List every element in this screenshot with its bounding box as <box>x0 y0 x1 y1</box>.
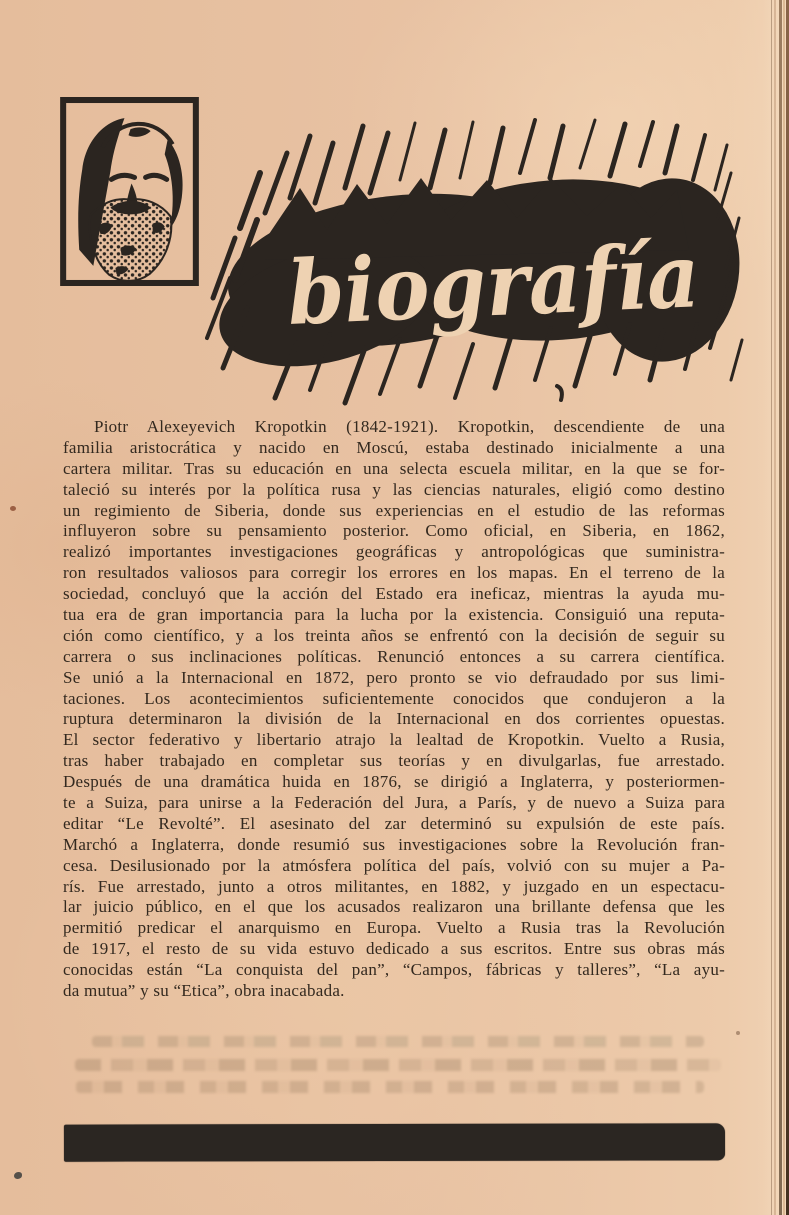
portrait-face-art <box>78 118 182 281</box>
text-line: Después de una dramática huida en 1876, se dirigió a Inglaterra, y posteriormen- <box>63 772 725 792</box>
text-line: familia aristocrática y nacido en Moscú, estaba destinado inicialmente a una <box>63 437 725 457</box>
text-line: te a Suiza, para unirse a la Federación del Jura, a París, y de nuevo a Suiza para <box>63 793 725 813</box>
text-line: ción como científico, y a los treinta años se enfrentó con la decisión de seguir su <box>63 625 725 645</box>
text-line: realizó importantes investigaciones geográficas y antropológicas que suministra- <box>63 542 725 562</box>
text-line: tras haber trabajado en completar sus teorías y en divulgarlas, fue arrestado. <box>63 751 725 771</box>
paper-speck <box>736 1031 740 1035</box>
text-line: tua era de gran importancia para la lucha por la existencia. Consiguió una reputa- <box>63 605 725 625</box>
page-title: biografía <box>285 221 737 345</box>
text-line: conocidas están “La conquista del pan”, “Campos, fábricas y talleres”, “La ayu- <box>63 960 725 980</box>
kropotkin-portrait-image <box>60 97 199 286</box>
text-line: taleció su interés por la política rusa y las ciencias naturales, eligió como destino <box>63 479 725 499</box>
show-through-text <box>75 1059 721 1071</box>
page-edge-line <box>774 0 776 1215</box>
text-line: Marchó a Inglaterra, donde resumió sus investigaciones sobre la Revolución fran- <box>63 834 725 854</box>
text-line: cesa. Desilusionado por la atmósfera política del país, volvió con su mujer a Pa- <box>63 855 725 875</box>
page-edge-line <box>771 0 772 1215</box>
ink-dot <box>14 1172 22 1179</box>
text-line: permitió predicar el anarquismo en Europa. Vuelto a Rusia tras la Revolución <box>63 918 725 938</box>
text-line: sociedad, concluyó que la acción del Estado era ineficaz, mientras la ayuda mu- <box>63 584 725 604</box>
biography-paragraph <box>63 417 725 1002</box>
text-line: lar juicio público, en el que los acusados realizaron una brillante defensa que les <box>63 897 725 917</box>
show-through-text <box>92 1036 704 1047</box>
text-line: Se unió a la Internacional en 1872, pero pronto se vio defraudado por sus limi- <box>63 667 725 687</box>
paper-speck <box>10 506 16 511</box>
text-line: influyeron sobre su pensamiento posterior. Como oficial, en Siberia, en 1862, <box>63 521 725 541</box>
text-line: El sector federativo y libertario atrajo la lealtad de Kropotkin. Vuelto a Rusia, <box>63 730 725 750</box>
text-line: ron resultados valiosos para corregir los errores en los mapas. En el terreno de la <box>63 563 725 583</box>
page-edge-line <box>779 0 782 1215</box>
text-line: cartera militar. Tras su educación en una selecta escuela militar, en la que se for- <box>63 458 725 478</box>
text-line: de 1917, el resto de su vida estuvo dedicado a sus escritos. Entre sus obras más <box>63 939 725 959</box>
text-line: taciones. Los acontecimientos suficientemente conocidos que condujeron a la <box>63 688 725 708</box>
text-line: da mutua” y su “Etica”, obra inacabada. <box>63 981 345 1001</box>
biografia-title-splash <box>205 118 753 413</box>
text-line: editar “Le Revolté”. El asesinato del zar determinó su expulsión de este país. <box>63 813 725 833</box>
text-line: rís. Fue arrestado, junto a otros militantes, en 1882, y juzgado en un espectacu- <box>63 876 725 896</box>
text-line: carrera o sus inclinaciones políticas. Renunció entonces a su carrera científica. <box>63 646 725 666</box>
text-line: ruptura determinaron la división de la Internacional en dos corrientes opuestas. <box>63 709 725 729</box>
show-through-text <box>76 1081 704 1093</box>
page-edge-line <box>783 0 785 1215</box>
text-line: Piotr Alexeyevich Kropotkin (1842-1921). Kropotkin, descendiente de una <box>94 417 725 436</box>
text-line: un regimiento de Siberia, donde sus experiencias en el estudio de las reformas <box>63 500 725 520</box>
divider-bar <box>64 1123 725 1161</box>
